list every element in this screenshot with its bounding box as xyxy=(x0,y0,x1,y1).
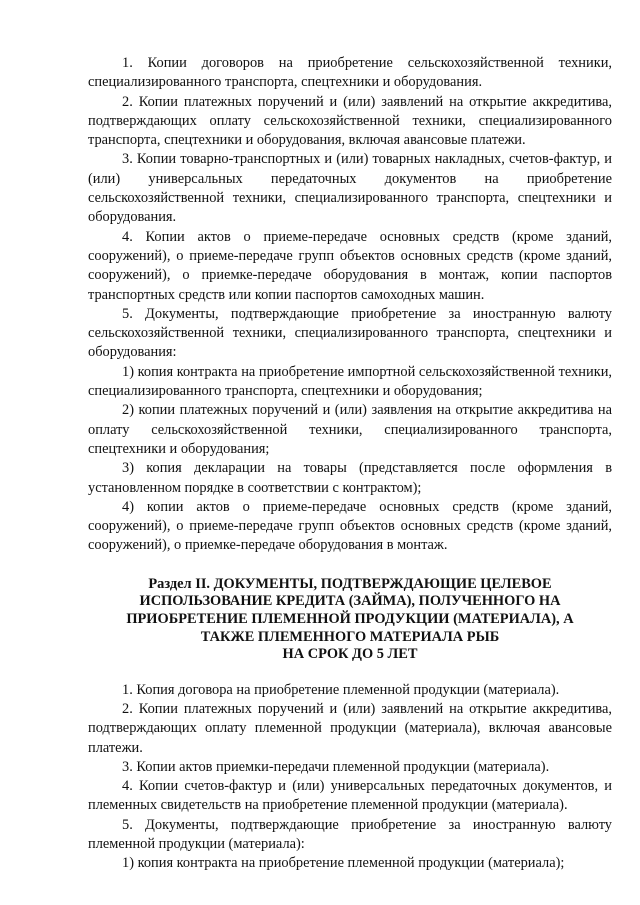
heading-line: ПРИОБРЕТЕНИЕ ПЛЕМЕННОЙ ПРОДУКЦИИ (МАТЕРИАЛА), А xyxy=(126,610,574,627)
paragraph: 2) копии платежных поручений и (или) заявления на открытие аккредитива на оплату сельскохозяйственной техники, специализированного транспорта, спецтехники и оборудования; xyxy=(88,402,612,457)
paragraph: 4. Копии актов о приеме-передаче основных средств (кроме зданий, сооружений), о приеме-передаче групп объектов основных средств (кроме зданий, сооружений), о приемке-передаче оборудования в монтаж, копии паспортов транспортных средств или копии паспортов самоходных машин. xyxy=(88,228,612,303)
paragraph: 4) копии актов о приеме-передаче основных средств (кроме зданий, сооружений), о приеме-передаче групп объектов основных средств (кроме зданий, сооружений), о приемке-передаче оборудования в монтаж. xyxy=(88,498,612,554)
section-1-list xyxy=(88,54,612,556)
paragraph: 1. Копия договора на приобретение племенной продукции (материала). xyxy=(122,681,560,698)
heading-line: НА СРОК ДО 5 ЛЕТ xyxy=(282,646,418,663)
spacer xyxy=(88,664,612,681)
paragraph: 2. Копии платежных поручений и (или) заявлений на открытие аккредитива, подтверждающих оплату племенной продукции (материала), включая авансовые платежи. xyxy=(88,700,612,756)
paragraph: 5. Документы, подтверждающие приобретение за иностранную валюту племенной продукции (материала): xyxy=(88,816,612,853)
heading-line: ИСПОЛЬЗОВАНИЕ КРЕДИТА (ЗАЙМА), ПОЛУЧЕННОГО НА xyxy=(139,593,561,610)
paragraph: 3) копия декларации на товары (представляется после оформления в установленном порядке в соответствии с контрактом); xyxy=(88,460,612,496)
paragraph: 2. Копии платежных поручений и (или) заявлений на открытие аккредитива, подтверждающих оплату сельскохозяйственной техники, специализированного транспорта, спецтехники и оборудования, включая авансовые платежи. xyxy=(88,93,612,149)
paragraph: 1) копия контракта на приобретение племенной продукции (материала); xyxy=(122,855,565,872)
heading-line: ТАКЖЕ ПЛЕМЕННОГО МАТЕРИАЛА РЫБ xyxy=(200,628,500,645)
paragraph: 1) копия контракта на приобретение импортной сельскохозяйственной техники, специализированного транспорта, спецтехники и оборудования; xyxy=(88,363,612,400)
section-heading xyxy=(88,576,612,664)
paragraph: 3. Копии товарно-транспортных и (или) товарных накладных, счетов-фактур, и (или) универсальных передаточных документов на приобретение сельскохозяйственной техники, специализированного транспорта, спецтехники и оборудования. xyxy=(88,151,612,226)
document-page xyxy=(88,54,612,874)
paragraph: 4. Копии счетов-фактур и (или) универсальных передаточных документов, и племенных свидетельств на приобретение племенной продукции (материала). xyxy=(88,778,612,814)
paragraph: 1. Копии договоров на приобретение сельскохозяйственной техники, специализированного транспорта, спецтехники и оборудования. xyxy=(88,55,612,91)
paragraph: 3. Копии актов приемки-передачи племенной продукции (материала). xyxy=(122,758,550,775)
heading-line: Раздел II. ДОКУМЕНТЫ, ПОДТВЕРЖДАЮЩИЕ ЦЕЛЕВОЕ xyxy=(148,575,552,592)
paragraph: 5. Документы, подтверждающие приобретение за иностранную валюту сельскохозяйственной техники, специализированного транспорта, спецтехники и оборудования: xyxy=(88,305,612,361)
section-2-list xyxy=(88,681,612,874)
